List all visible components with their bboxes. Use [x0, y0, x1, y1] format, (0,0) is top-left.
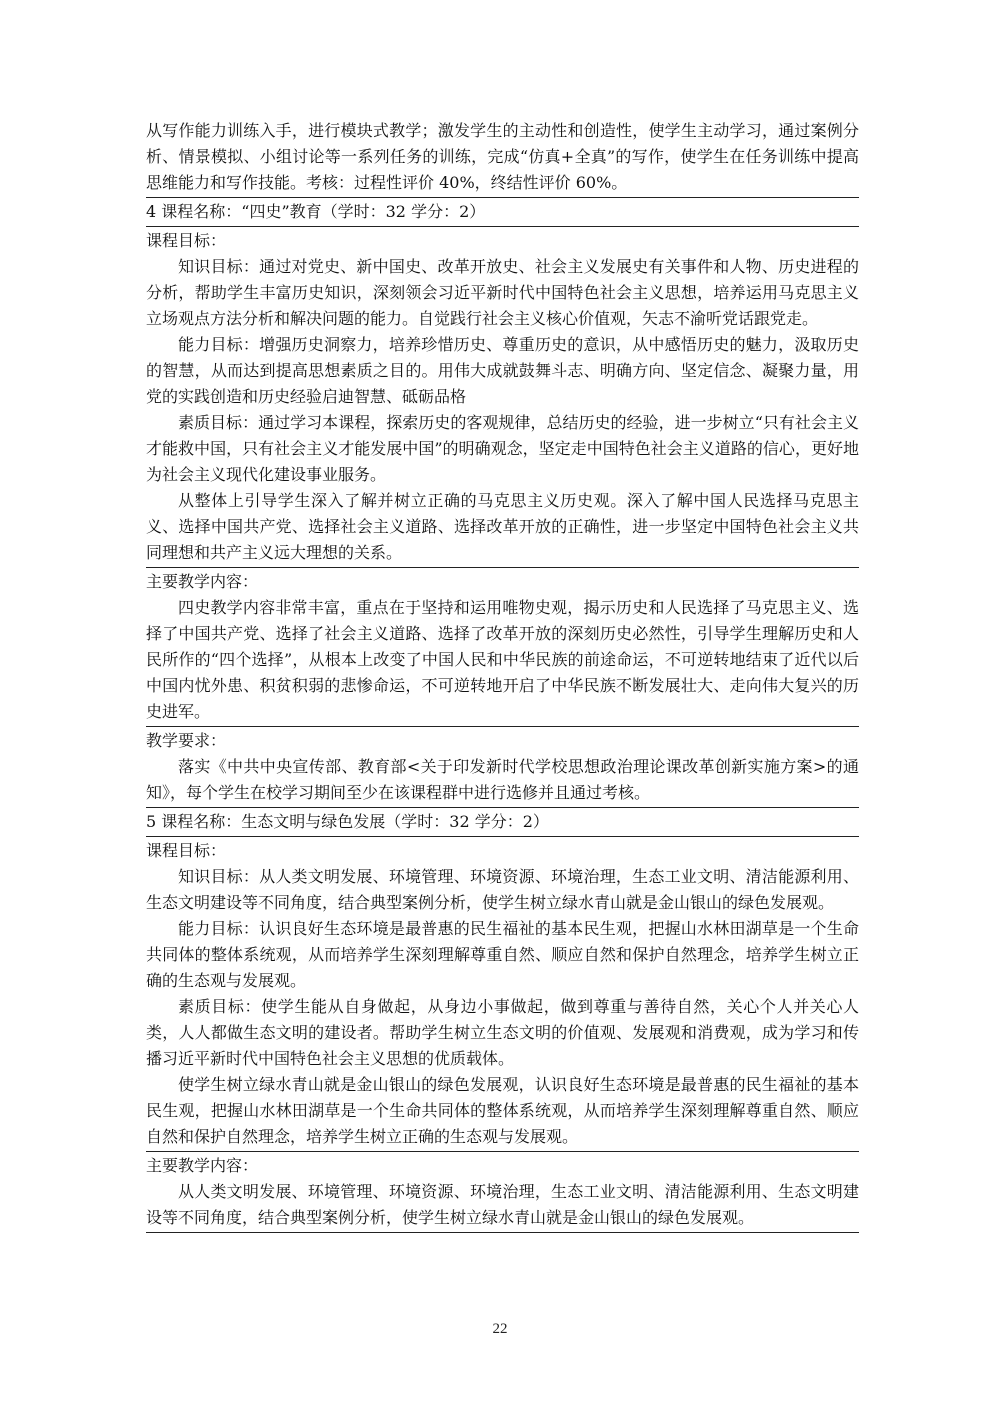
- divider: [146, 567, 859, 568]
- document-body: [146, 118, 859, 1234]
- course5-content: 从人类文明发展、环境管理、环境资源、环境治理，生态工业文明、清洁能源利用、生态文明建设等不同角度，结合典型案例分析，使学生树立绿水青山就是金山银山的绿色发展观。: [146, 1182, 859, 1227]
- divider: [146, 807, 859, 808]
- course5-content-label: 主要教学内容：: [146, 1156, 259, 1175]
- course4-requirements: 落实《中共中央宣传部、教育部<关于印发新时代学校思想政治理论课改革创新实施方案>的通知》，每个学生在校学习期间至少在该课程群中进行选修并且通过考核。: [146, 757, 859, 802]
- divider: [146, 197, 859, 198]
- course5-goals-label: 课程目标：: [146, 841, 227, 860]
- divider: [146, 1232, 859, 1233]
- course4-goal-knowledge: 知识目标：通过对党史、新中国史、改革开放史、社会主义发展史有关事件和人物、历史进程的分析，帮助学生丰富历史知识，深刻领会习近平新时代中国特色社会主义思想，培养运用马克思主义立场观点方法分析和解决问题的能力。自觉践行社会主义核心价值观，矢志不渝听党话跟党走。: [146, 257, 859, 328]
- divider: [146, 836, 859, 837]
- course4-goal-overall: 从整体上引导学生深入了解并树立正确的马克思主义历史观。深入了解中国人民选择马克思主义、选择中国共产党、选择社会主义道路、选择改革开放的正确性，进一步坚定中国特色社会主义共同理想和共产主义远大理想的关系。: [146, 491, 859, 562]
- course4-content: 四史教学内容非常丰富，重点在于坚持和运用唯物史观，揭示历史和人民选择了马克思主义、选择了中国共产党、选择了社会主义道路、选择了改革开放的深刻历史必然性，引导学生理解历史和人民所作的“四个选择”，从根本上改变了中国人民和中华民族的前途命运，不可逆转地结束了近代以后中国内忧外患、积贫积弱的悲惨命运，不可逆转地开启了中华民族不断发展壮大、走向伟大复兴的历史进军。: [146, 598, 859, 721]
- course5-title: 5 课程名称：生态文明与绿色发展（学时：32 学分：2）: [146, 812, 549, 831]
- divider: [146, 726, 859, 727]
- intro-paragraph: 从写作能力训练入手，进行模块式教学；激发学生的主动性和创造性，使学生主动学习，通过案例分析、情景模拟、小组讨论等一系列任务的训练，完成“仿真+全真”的写作，使学生在任务训练中提高思维能力和写作技能。考核：过程性评价 40%，终结性评价 60%。: [146, 121, 859, 192]
- course4-goal-quality: 素质目标：通过学习本课程，探索历史的客观规律，总结历史的经验，进一步树立“只有社会主义才能救中国，只有社会主义才能发展中国”的明确观念，坚定走中国特色社会主义道路的信心，更好地为社会主义现代化建设事业服务。: [146, 413, 859, 484]
- course4-title: 4 课程名称：“四史”教育（学时：32 学分：2）: [146, 202, 486, 221]
- course5-goal-knowledge: 知识目标：从人类文明发展、环境管理、环境资源、环境治理，生态工业文明、清洁能源利用、生态文明建设等不同角度，结合典型案例分析，使学生树立绿水青山就是金山银山的绿色发展观。: [146, 867, 859, 912]
- course5-goal-ability: 能力目标：认识良好生态环境是最普惠的民生福祉的基本民生观，把握山水林田湖草是一个生命共同体的整体系统观，从而培养学生深刻理解尊重自然、顺应自然和保护自然理念，培养学生树立正确的生态观与发展观。: [146, 919, 859, 990]
- divider: [146, 226, 859, 227]
- course5-goal-quality: 素质目标：使学生能从自身做起，从身边小事做起，做到尊重与善待自然，关心个人并关心人类，人人都做生态文明的建设者。帮助学生树立生态文明的价值观、发展观和消费观，成为学习和传播习近平新时代中国特色社会主义思想的优质载体。: [146, 997, 859, 1068]
- course4-requirements-label: 教学要求：: [146, 731, 227, 750]
- course5-goal-overall: 使学生树立绿水青山就是金山银山的绿色发展观，认识良好生态环境是最普惠的民生福祉的基本民生观，把握山水林田湖草是一个生命共同体的整体系统观，从而培养学生深刻理解尊重自然、顺应自然和保护自然理念，培养学生树立正确的生态观与发展观。: [146, 1075, 859, 1146]
- course4-goal-ability: 能力目标：增强历史洞察力，培养珍惜历史、尊重历史的意识，从中感悟历史的魅力，汲取历史的智慧，从而达到提高思想素质之目的。用伟大成就鼓舞斗志、明确方向、坚定信念、凝聚力量，用党的实践创造和历史经验启迪智慧、砥砺品格: [146, 335, 859, 406]
- page-number: 22: [492, 1321, 508, 1337]
- divider: [146, 1151, 859, 1152]
- course4-goals-label: 课程目标：: [146, 231, 227, 250]
- course4-content-label: 主要教学内容：: [146, 572, 259, 591]
